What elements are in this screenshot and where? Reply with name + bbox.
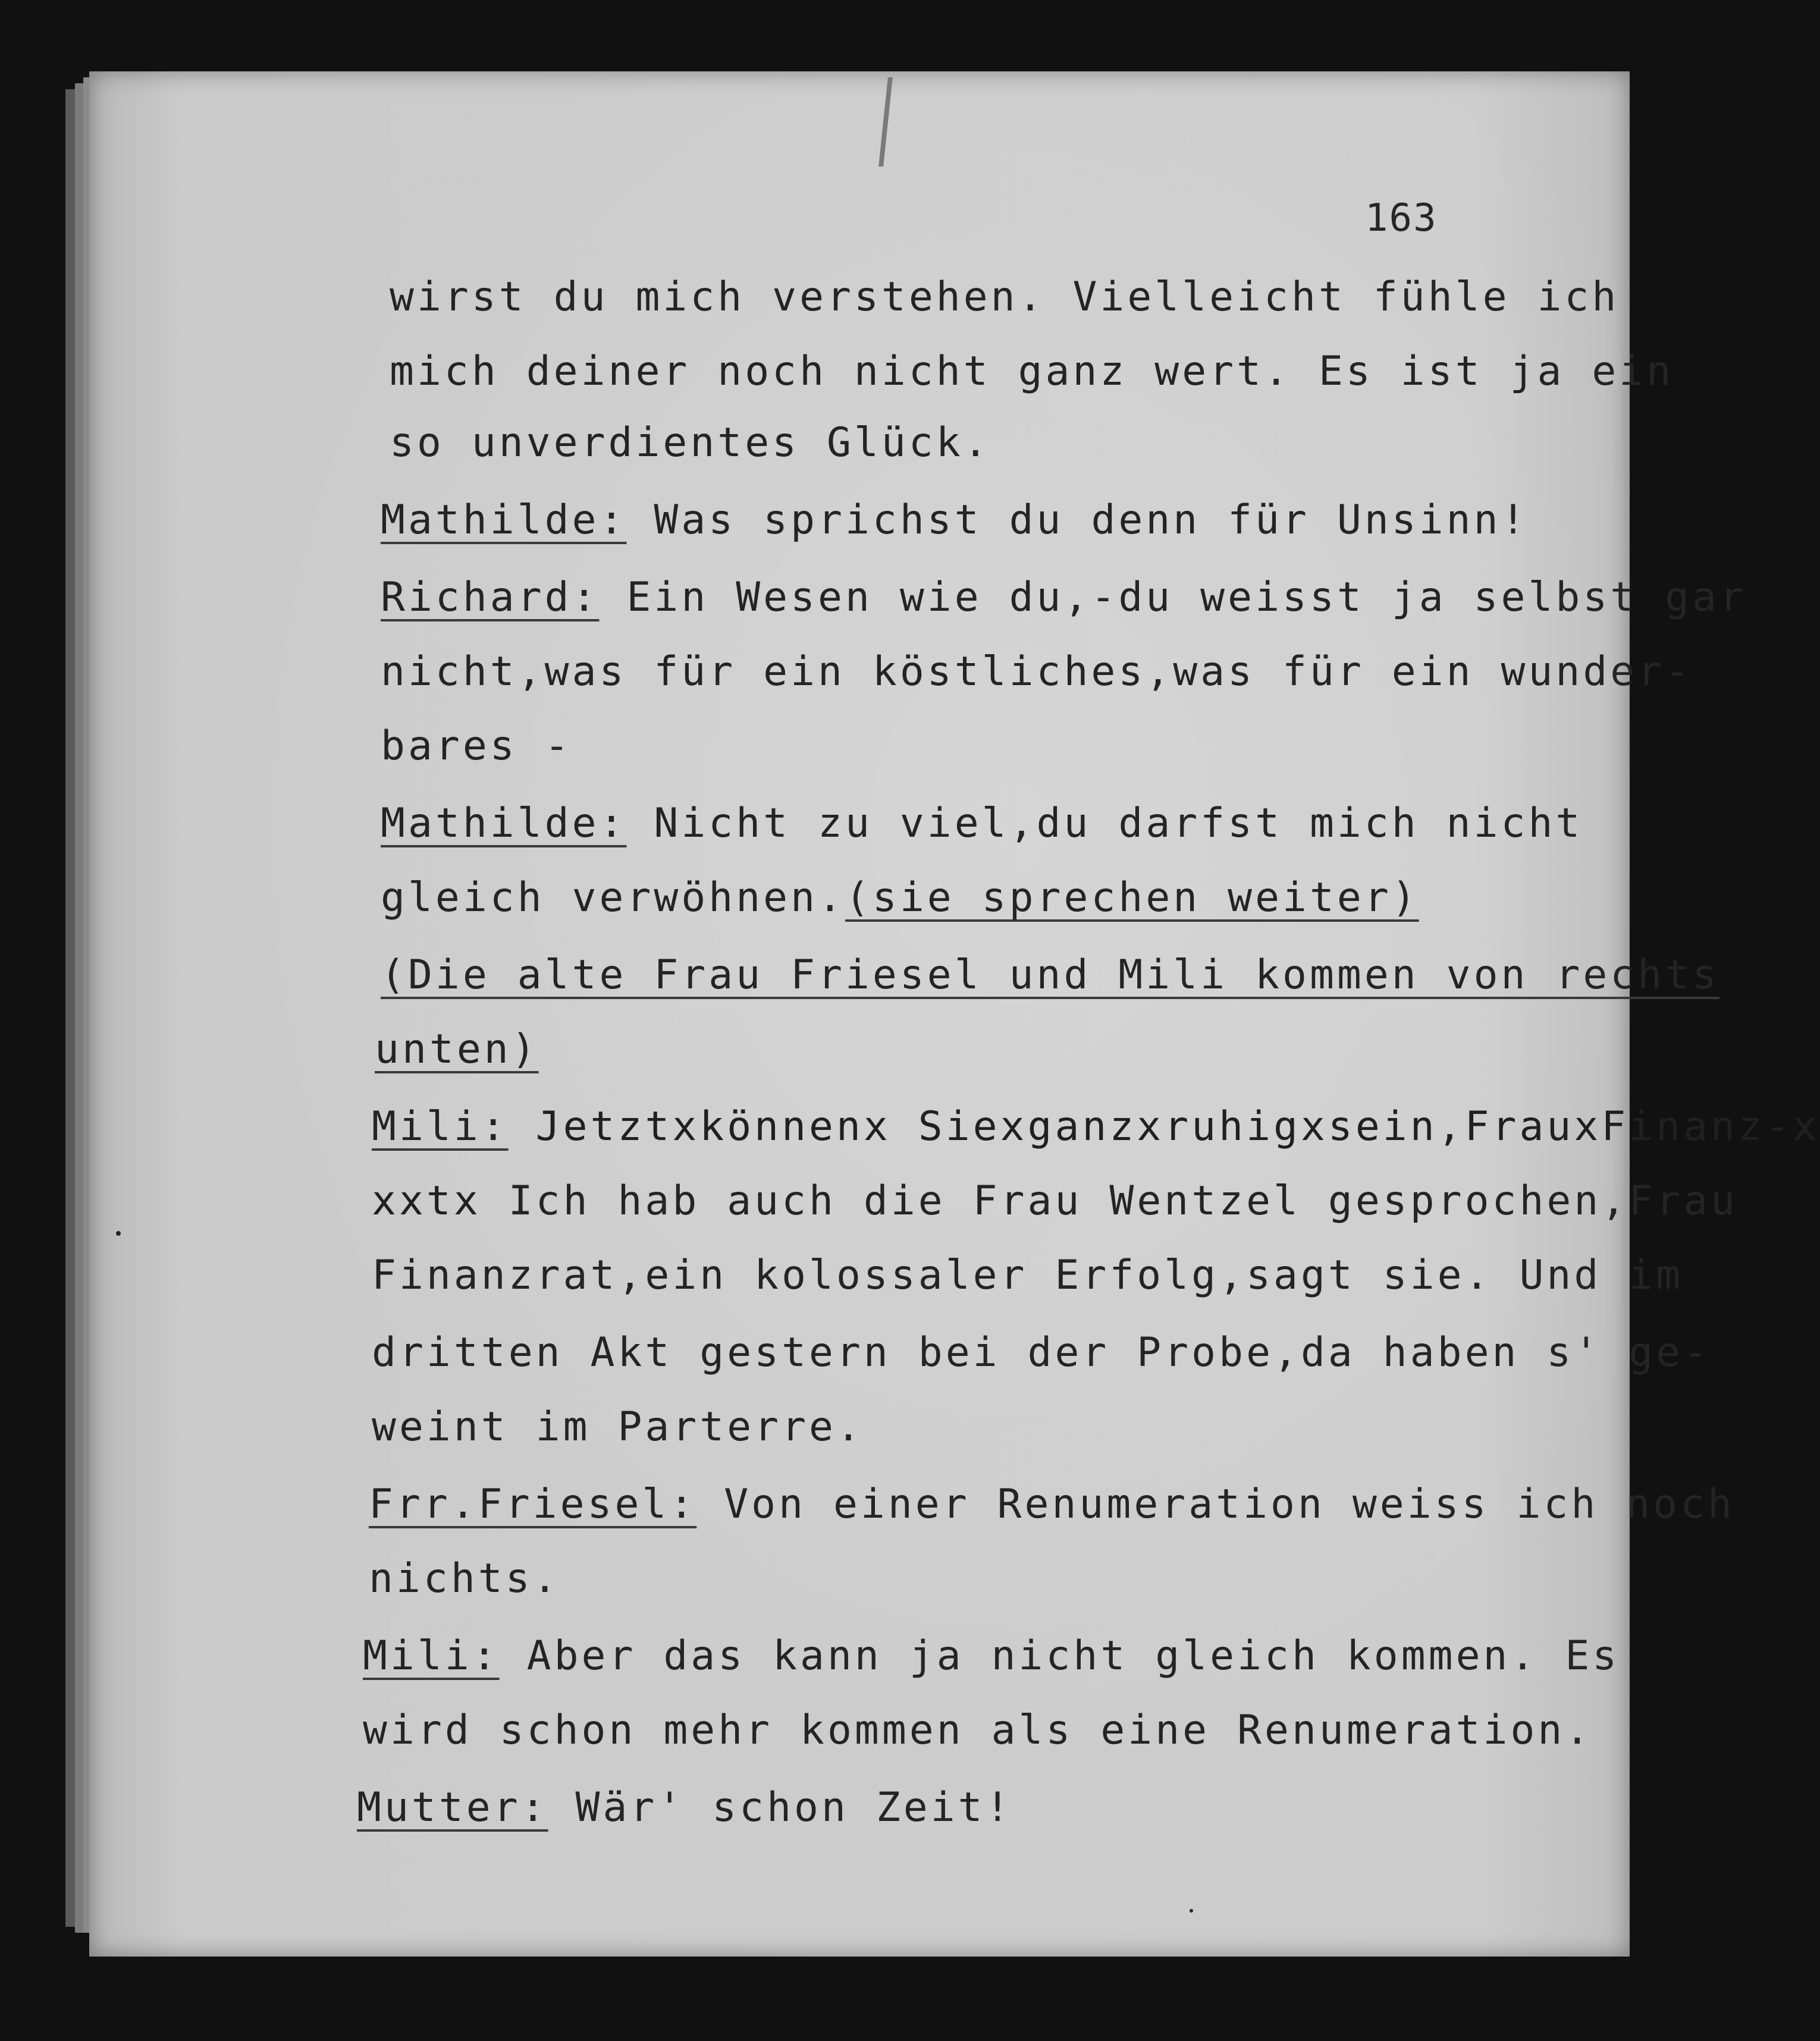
line-text: Finanzrat,ein kolossaler Erfolg,sagt sie. Und im — [372, 1252, 1684, 1299]
speaker-name: Mutter: — [357, 1784, 548, 1831]
text-line — [381, 952, 1719, 999]
speaker-name: Mathilde: — [381, 497, 627, 544]
line-text: Was sprichst du denn für Unsinn! — [626, 497, 1529, 544]
page-number: 163 — [1365, 196, 1438, 240]
line-text: Aber das kann ja nicht gleich kommen. Es — [499, 1632, 1620, 1679]
text-line — [381, 648, 1692, 696]
line-text: bares - — [381, 723, 572, 770]
speaker-name: Mathilde: — [381, 800, 627, 847]
dialogue-line — [357, 1784, 1013, 1832]
dialogue-line — [372, 1103, 1820, 1151]
line-text: Wär' schon Zeit! — [548, 1784, 1013, 1831]
text-line — [390, 419, 991, 467]
dialogue-line — [381, 574, 1747, 621]
line-text: nichts. — [369, 1555, 560, 1602]
line-text: Von einer Renumeration weiss ich noch — [696, 1481, 1735, 1528]
line-text: wird schon mehr kommen als eine Renumeration. — [363, 1707, 1593, 1754]
text-line — [369, 1555, 560, 1603]
line-text: Nicht zu viel,du darfst mich nicht — [626, 800, 1583, 847]
struck-text: Jetztxkönnenx Siexganzxruhigxsein,FrauxFinanz-x — [508, 1103, 1820, 1150]
text-line — [381, 723, 572, 770]
line-text: Ein Wesen wie du,-du weisst ja selbst gar — [599, 574, 1747, 621]
stage-direction: (Die alte Frau Friesel und Mili kommen von rechts — [381, 952, 1720, 998]
text-line — [381, 874, 1419, 922]
line-text: mich deiner noch nicht ganz wert. Es ist ja ein — [390, 348, 1674, 395]
ink-speck — [1190, 1909, 1193, 1913]
line-text: so unverdientes Glück. — [390, 419, 991, 466]
speaker-name: Richard: — [381, 574, 600, 621]
speaker-name: Frr.Friesel: — [369, 1481, 697, 1528]
text-line — [390, 348, 1674, 395]
dialogue-line — [381, 497, 1528, 544]
dialogue-line — [369, 1481, 1735, 1528]
speaker-name: Mili: — [363, 1632, 500, 1679]
text-line — [390, 274, 1619, 321]
line-text: dritten Akt gestern bei der Probe,da haben s' ge- — [372, 1329, 1711, 1376]
line-text: nicht,was für ein köstliches,was für ein wunder- — [381, 648, 1693, 695]
speaker-name: Mili: — [372, 1103, 509, 1150]
dialogue-line — [381, 800, 1583, 847]
stage-direction: unten) — [375, 1026, 539, 1073]
line-text: weint im Parterre. — [372, 1403, 864, 1450]
text-line — [375, 1026, 539, 1073]
text-line — [372, 1252, 1683, 1299]
struck-text: xxtx — [372, 1178, 481, 1224]
text-line — [363, 1707, 1592, 1754]
line-text: Ich hab auch die Frau Wentzel gesprochen,Frau — [481, 1178, 1738, 1224]
ink-speck — [116, 1231, 121, 1236]
text-line — [372, 1178, 1738, 1225]
paper-tear — [878, 77, 893, 167]
text-line — [372, 1329, 1711, 1377]
dialogue-line — [363, 1632, 1620, 1680]
stage-direction: (sie sprechen weiter) — [845, 874, 1419, 921]
line-text: gleich verwöhnen. — [381, 874, 845, 921]
text-line — [372, 1403, 864, 1451]
line-text: wirst du mich verstehen. Vielleicht fühle ich — [390, 274, 1620, 321]
